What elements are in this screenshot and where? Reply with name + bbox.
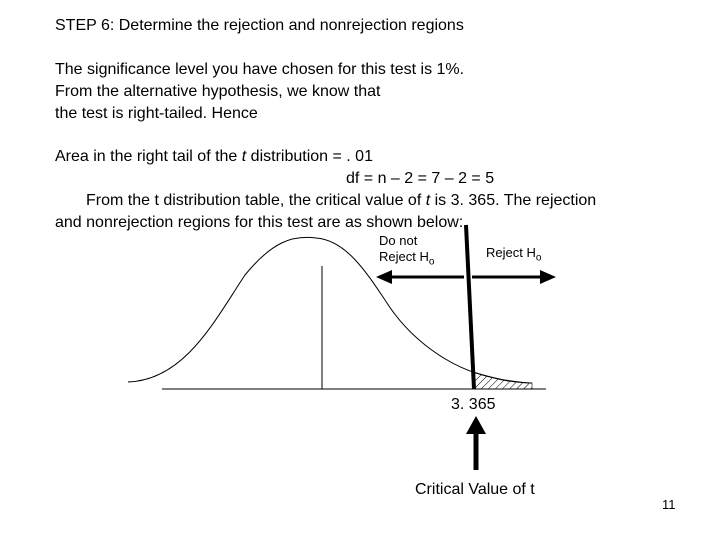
df-line: df = n – 2 = 7 – 2 = 5 <box>346 170 495 187</box>
critical-pointer-head <box>466 416 486 434</box>
h-subscript-left: o <box>428 256 435 268</box>
crit-t: t <box>425 192 431 209</box>
regions-line: and nonrejection regions for this test are as shown below: <box>55 214 464 231</box>
area-suffix: distribution = . 01 <box>246 148 373 165</box>
h-subscript-right: o <box>535 252 542 264</box>
reject-label <box>486 245 541 267</box>
right-arrow-head <box>540 270 556 284</box>
do-not-reject-h: Reject H <box>379 249 429 264</box>
page-number: 11 <box>662 497 676 512</box>
do-not-reject-label-line1: Do not <box>379 233 418 248</box>
critical-value-line-marker <box>466 225 474 389</box>
critical-number: 3. 365 <box>451 396 496 413</box>
alternative-line: From the alternative hypothesis, we know that <box>55 83 381 100</box>
slide-heading: STEP 6: Determine the rejection and nonrejection regions <box>55 17 464 34</box>
area-t: t <box>241 148 247 165</box>
rejection-tail-shading <box>474 372 532 389</box>
crit-prefix: From the t distribution table, the critical value of <box>86 192 426 209</box>
do-not-reject-label-line2 <box>379 249 434 271</box>
reject-h: Reject H <box>486 245 536 260</box>
area-prefix: Area in the right tail of the <box>55 148 242 165</box>
left-arrow-head <box>376 270 392 284</box>
right-tailed-line: the test is right-tailed. Hence <box>55 105 258 122</box>
significance-line: The significance level you have chosen for this test is 1%. <box>55 61 465 78</box>
critical-caption: Critical Value of t <box>415 481 535 498</box>
crit-suffix: is 3. 365. The rejection <box>430 192 597 209</box>
